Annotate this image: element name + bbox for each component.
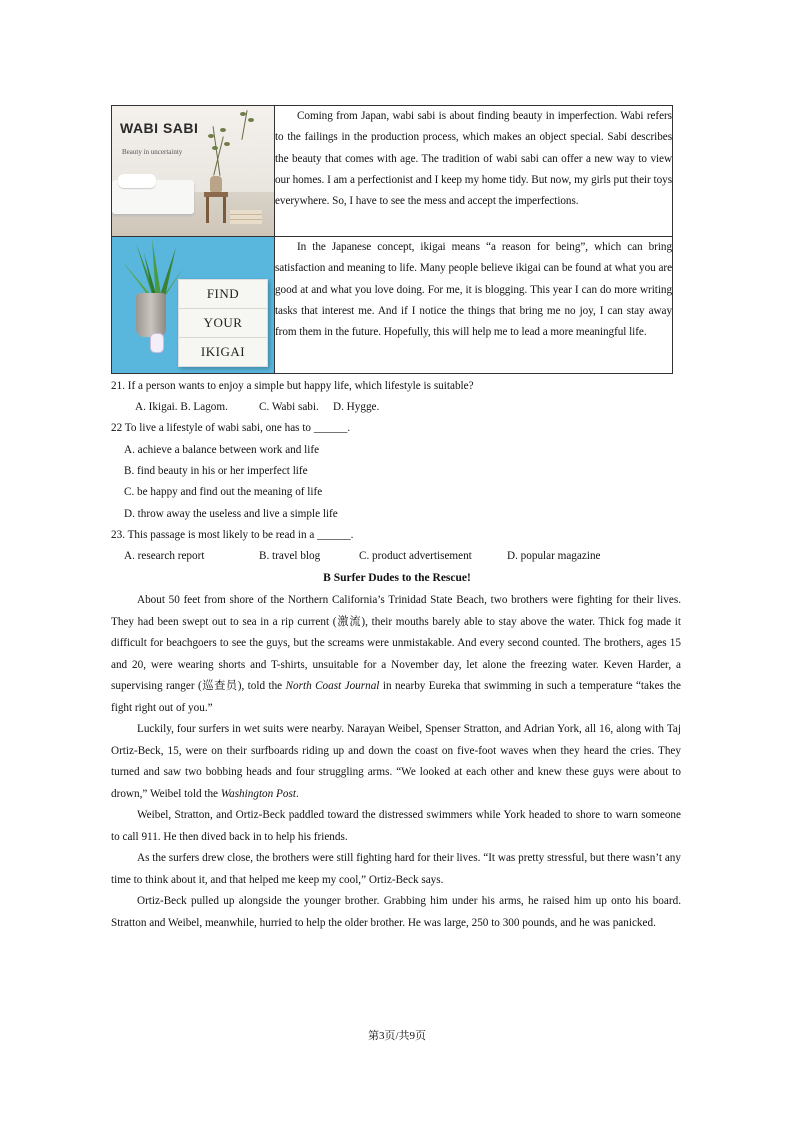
wabi-sabi-image-cell xyxy=(112,106,275,237)
passage-paragraph: Ortiz-Beck pulled up alongside the younger brother. Grabbing him under his arms, he raised him up onto his board. Stratton and Weibel, meanwhile, hurried to help the older brother. He was large, 250 to 300 pounds, and he was panicked. xyxy=(111,895,681,929)
passage-paragraph xyxy=(111,590,681,719)
ikigai-paragraph: In the Japanese concept, ikigai means “a reason for being”, which can bring satisfaction and meaning to life. Many people believe ikigai can be found at what you are good at and what you love doing. For me, it is blogging. This year I can do more writing tasks that interest me. And if I notice the things that bring me no joy, I can stay away from them in the future. Hopefully, this will help me to lead a more meaningful life. xyxy=(275,241,672,339)
question-23-option-c: C. product advertisement xyxy=(359,550,472,562)
question-23-option-d: D. popular magazine xyxy=(507,550,601,562)
question-21-stem: 21. If a person wants to enjoy a simple but happy life, which lifestyle is suitable? xyxy=(111,380,474,392)
passage-text: Luckily, four surfers in wet suits were nearby. Narayan Weibel, Spenser Stratton, and Adrian York, all 16, along with Taj Ortiz-Beck, 15, were on their surfboards riding up and down the coast on five-foot waves when they heard the cries. They turned and saw two bobbing heads and four struggling arms. “We looked at each other and knew these guys were about to drown,” Weibel told the xyxy=(111,723,681,800)
question-21-option-d: D. Hygge. xyxy=(333,401,380,413)
publication-name: Washington Post xyxy=(220,787,296,800)
page-footer: 第3页/共9页 xyxy=(367,1030,427,1042)
question-22-option-c: C. be happy and find out the meaning of life xyxy=(124,486,323,498)
wabi-sabi-paragraph: Coming from Japan, wabi sabi is about finding beauty in imperfection. Wabi refers to the failings in the production process, which makes an object special. Sabi describes the beauty that comes with age. The tradition of wabi sabi can offer a new way to view our homes. I am a perfectionist and I keep my home tidy. But now, my girls put their toys everywhere. So, I have to see the mess and accept the imperfections. xyxy=(275,110,672,208)
wabi-sabi-image-subtitle: Beauty in uncertainty xyxy=(122,148,183,156)
question-22-option-a: A. achieve a balance between work and life xyxy=(124,444,320,456)
question-23-option-a: A. research report xyxy=(124,550,205,562)
letter-board-line: IKIGAI xyxy=(200,344,246,359)
toy-figure xyxy=(150,333,164,353)
section-b-title: B Surfer Dudes to the Rescue! xyxy=(323,572,471,584)
wabi-sabi-image-title: WABI SABI xyxy=(120,120,199,136)
question-22-option-b: B. find beauty in his or her imperfect life xyxy=(124,465,308,477)
question-23-option-b: B. travel blog xyxy=(259,550,321,562)
passage-text: About 50 feet from shore of the Northern California’s Trinidad State Beach, two brothers were fighting for their lives. They had been swept out to sea in a rip current (激流), their mouths barely able to stay above the water. Thick fog made it difficult for beachgoers to see the guys, but the screams were unmistakable. And every second counted. The brothers, ages 15 and 20, were wearing shorts and T-shirts, unsuitable for a November day, let alone the freezing water. Keven Harder, a supervising ranger (巡查员), told the xyxy=(111,594,681,692)
wabi-sabi-text-cell xyxy=(275,106,673,237)
letter-board xyxy=(178,279,268,367)
vase-shape xyxy=(210,176,222,192)
section-b-passage xyxy=(111,590,681,934)
passage-paragraph: As the surfers drew close, the brothers were still fighting hard for their lives. “It was pretty stressful, but there wasn’t any time to think about it, and that helped me keep my cool,” Ortiz-Beck says. xyxy=(111,852,681,886)
question-23-stem: 23. This passage is most likely to be read in a ______. xyxy=(111,529,354,541)
letter-board-line: FIND xyxy=(179,280,267,309)
lifestyle-table xyxy=(111,105,673,374)
passage-paragraph: Weibel, Stratton, and Ortiz-Beck paddled toward the distressed swimmers while York headed to shore to warn someone to call 911. He then dived back in to help his friends. xyxy=(111,809,681,843)
ikigai-text-cell xyxy=(275,237,673,374)
table-row xyxy=(112,237,673,374)
books-shape xyxy=(230,210,262,224)
ikigai-image xyxy=(112,237,274,373)
pot-shape xyxy=(136,293,166,337)
publication-name: North Coast Journal xyxy=(285,680,380,692)
question-22-stem: 22 To live a lifestyle of wabi sabi, one has to ______. xyxy=(111,422,351,434)
question-22-option-d: D. throw away the useless and live a simple life xyxy=(124,508,338,520)
question-21-option-c: C. Wabi sabi. xyxy=(259,401,319,413)
table-row xyxy=(112,106,673,237)
passage-paragraph xyxy=(111,719,681,805)
passage-text: in nearby Eureka that swimming in such a temperature “takes the fight right out of you.” xyxy=(111,680,681,714)
wabi-sabi-image xyxy=(112,106,274,236)
question-21-option-ab: A. Ikigai. B. Lagom. xyxy=(135,401,228,413)
letter-board-line: YOUR xyxy=(179,309,267,338)
ikigai-image-cell xyxy=(112,237,275,374)
passage-text: . xyxy=(295,787,299,800)
